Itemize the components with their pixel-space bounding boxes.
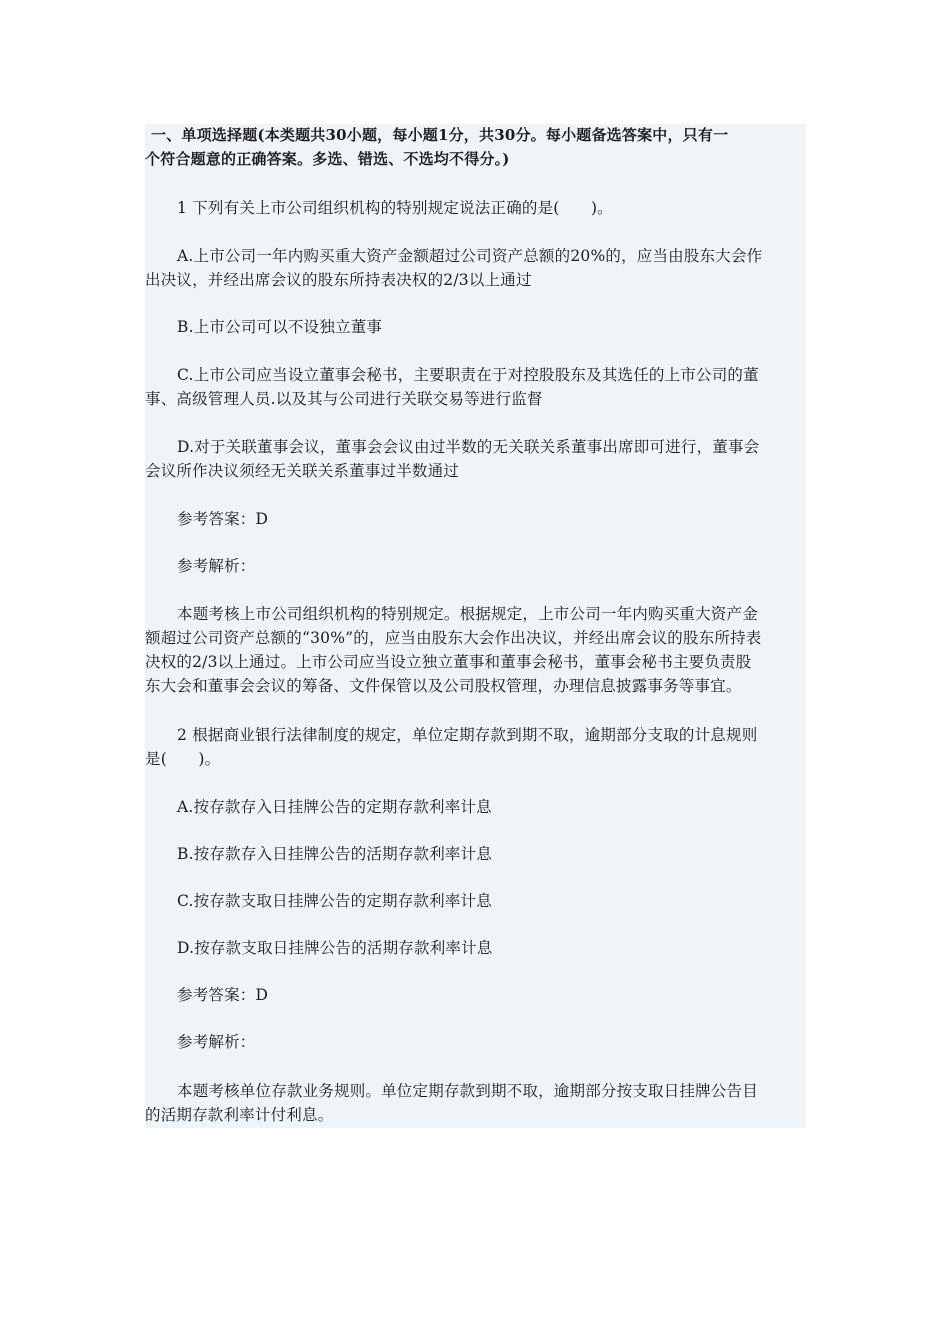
question-2-stem-line-1: 2 根据商业银行法律制度的规定，单位定期存款到期不取，逾期部分支取的计息规则 xyxy=(177,726,758,744)
question-1-option-a-line-1: A.上市公司一年内购买重大资产金额超过公司资产总额的20%的，应当由股东大会作 xyxy=(177,247,763,265)
document-content xyxy=(145,124,806,1128)
question-1-option-d-line-2: 会议所作决议须经无关联关系董事过半数通过 xyxy=(145,462,460,480)
question-1-analysis-line-3: 决权的2/3以上通过。上市公司应当设立独立董事和董事会秘书，董事会秘书主要负责股 xyxy=(145,653,752,671)
question-2-option-d: D.按存款支取日挂牌公告的活期存款利率计息 xyxy=(177,939,493,957)
question-1-option-b: B.上市公司可以不设独立董事 xyxy=(177,318,383,336)
section-heading-line-2: 个符合题意的正确答案。多选、错选、不选均不得分。) xyxy=(145,150,510,168)
question-2-analysis-line-2: 的活期存款利率计付利息。 xyxy=(145,1106,334,1124)
question-2-analysis-line-1: 本题考核单位存款业务规则。单位定期存款到期不取，逾期部分按支取日挂牌公告目 xyxy=(177,1082,758,1100)
question-2-option-b: B.按存款存入日挂牌公告的活期存款利率计息 xyxy=(177,845,493,863)
question-1-stem: 1 下列有关上市公司组织机构的特别规定说法正确的是( )。 xyxy=(177,199,613,217)
section-heading-line-1: 一、单项选择题(本类题共30小题，每小题1分，共30分。每小题备选答案中，只有一 xyxy=(151,126,729,144)
question-2-option-c: C.按存款支取日挂牌公告的定期存款利率计息 xyxy=(177,892,492,910)
question-1-analysis-line-2: 额超过公司资产总额的“30%”的，应当由股东大会作出决议，并经出席会议的股东所持表 xyxy=(145,629,762,647)
question-1-analysis-label: 参考解析： xyxy=(177,557,256,575)
question-2-option-a: A.按存款存入日挂牌公告的定期存款利率计息 xyxy=(177,798,492,816)
question-2-answer: 参考答案：D xyxy=(177,986,269,1004)
question-1-option-c-line-2: 事、高级管理人员.以及其与公司进行关联交易等进行监督 xyxy=(145,390,543,408)
question-1-option-c-line-1: C.上市公司应当设立董事会秘书，主要职责在于对控股股东及其选任的上市公司的董 xyxy=(177,366,759,384)
question-1-answer: 参考答案：D xyxy=(177,510,269,528)
question-2-analysis-label: 参考解析： xyxy=(177,1033,256,1051)
question-1-analysis-line-1: 本题考核上市公司组织机构的特别规定。根据规定，上市公司一年内购买重大资产金 xyxy=(177,605,758,623)
question-1-option-d-line-1: D.对于关联董事会议，董事会会议由过半数的无关联关系董事出席即可进行，董事会 xyxy=(177,438,760,456)
question-2-stem-line-2: 是( )。 xyxy=(145,750,221,768)
question-1-option-a-line-2: 出决议，并经出席会议的股东所持表决权的2/3以上通过 xyxy=(145,271,532,289)
question-1-analysis-line-4: 东大会和董事会会议的筹备、文件保管以及公司股权管理，办理信息披露事务等事宜。 xyxy=(145,677,742,695)
